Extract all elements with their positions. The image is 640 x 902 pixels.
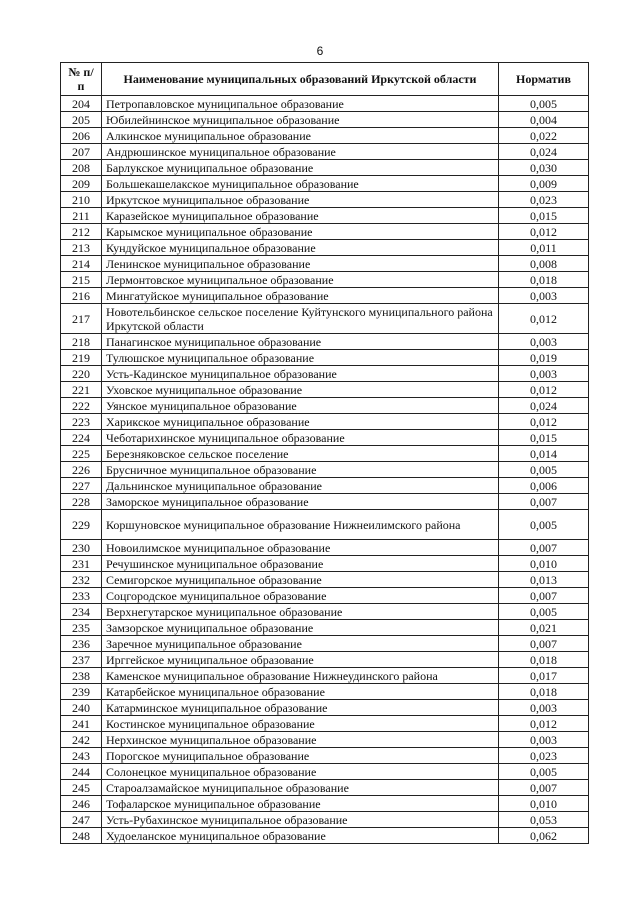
table-row: [61, 304, 589, 334]
row-number: 229: [61, 510, 102, 540]
row-norm: 0,023: [499, 192, 589, 208]
row-number: 231: [61, 556, 102, 572]
row-number: 242: [61, 732, 102, 748]
row-norm: 0,014: [499, 446, 589, 462]
table-row: [61, 112, 589, 128]
row-name: Солонецкое муниципальное образование: [102, 764, 499, 780]
table-row: [61, 494, 589, 510]
row-name: Худоеланское муниципальное образование: [102, 828, 499, 844]
row-name: Большекашелакское муниципальное образование: [102, 176, 499, 192]
row-name: Лермонтовское муниципальное образование: [102, 272, 499, 288]
row-number: 243: [61, 748, 102, 764]
row-number: 219: [61, 350, 102, 366]
row-name: Тофаларское муниципальное образование: [102, 796, 499, 812]
row-name: Каразейское муниципальное образование: [102, 208, 499, 224]
row-norm: 0,007: [499, 540, 589, 556]
row-number: 206: [61, 128, 102, 144]
row-name: Каменское муниципальное образование Нижнеудинского района: [102, 668, 499, 684]
row-name: Староалзамайское муниципальное образование: [102, 780, 499, 796]
row-number: 217: [61, 304, 102, 334]
row-number: 210: [61, 192, 102, 208]
table-row: [61, 684, 589, 700]
row-name: Ленинское муниципальное образование: [102, 256, 499, 272]
row-norm: 0,013: [499, 572, 589, 588]
row-number: 232: [61, 572, 102, 588]
row-norm: 0,007: [499, 588, 589, 604]
row-number: 247: [61, 812, 102, 828]
row-name: Заморское муниципальное образование: [102, 494, 499, 510]
page-number: 6: [316, 44, 324, 58]
row-number: 237: [61, 652, 102, 668]
table-row: [61, 604, 589, 620]
row-norm: 0,003: [499, 334, 589, 350]
row-number: 205: [61, 112, 102, 128]
header-num: № п/п: [61, 63, 102, 96]
row-norm: 0,015: [499, 430, 589, 446]
table-row: [61, 176, 589, 192]
row-name: Кундуйское муниципальное образование: [102, 240, 499, 256]
table-row: [61, 272, 589, 288]
row-norm: 0,011: [499, 240, 589, 256]
row-norm: 0,005: [499, 764, 589, 780]
row-norm: 0,030: [499, 160, 589, 176]
row-norm: 0,019: [499, 350, 589, 366]
table-row: [61, 556, 589, 572]
table-row: [61, 240, 589, 256]
table-row: [61, 796, 589, 812]
row-name: Катарбейское муниципальное образование: [102, 684, 499, 700]
row-norm: 0,005: [499, 96, 589, 112]
table-row: [61, 828, 589, 844]
row-name: Порогское муниципальное образование: [102, 748, 499, 764]
row-name: Уховское муниципальное образование: [102, 382, 499, 398]
row-number: 223: [61, 414, 102, 430]
table-row: [61, 652, 589, 668]
row-name: Заречное муниципальное образование: [102, 636, 499, 652]
row-name: Иркутское муниципальное образование: [102, 192, 499, 208]
table-row: [61, 398, 589, 414]
row-name: Чеботарихинское муниципальное образование: [102, 430, 499, 446]
row-norm: 0,003: [499, 732, 589, 748]
row-name: Юбилейнинское муниципальное образование: [102, 112, 499, 128]
row-norm: 0,012: [499, 382, 589, 398]
table-row: [61, 764, 589, 780]
row-norm: 0,012: [499, 224, 589, 240]
table-row: [61, 462, 589, 478]
table-row: [61, 732, 589, 748]
row-name: Харикское муниципальное образование: [102, 414, 499, 430]
row-number: 225: [61, 446, 102, 462]
row-number: 245: [61, 780, 102, 796]
table-row: [61, 780, 589, 796]
row-norm: 0,018: [499, 272, 589, 288]
row-number: 226: [61, 462, 102, 478]
row-number: 235: [61, 620, 102, 636]
table-row: [61, 588, 589, 604]
table-row: [61, 636, 589, 652]
row-name: Костинское муниципальное образование: [102, 716, 499, 732]
row-name: Уянское муниципальное образование: [102, 398, 499, 414]
row-name: Алкинское муниципальное образование: [102, 128, 499, 144]
row-name: Ирггейское муниципальное образование: [102, 652, 499, 668]
row-norm: 0,024: [499, 398, 589, 414]
table-row: [61, 288, 589, 304]
row-number: 222: [61, 398, 102, 414]
row-number: 213: [61, 240, 102, 256]
row-name: Усть-Кадинское муниципальное образование: [102, 366, 499, 382]
row-number: 207: [61, 144, 102, 160]
row-norm: 0,015: [499, 208, 589, 224]
row-name: Замзорское муниципальное образование: [102, 620, 499, 636]
table-row: [61, 256, 589, 272]
row-name: Брусничное муниципальное образование: [102, 462, 499, 478]
row-number: 230: [61, 540, 102, 556]
row-norm: 0,024: [499, 144, 589, 160]
row-norm: 0,005: [499, 510, 589, 540]
row-number: 238: [61, 668, 102, 684]
row-number: 220: [61, 366, 102, 382]
row-number: 211: [61, 208, 102, 224]
row-name: Семигорское муниципальное образование: [102, 572, 499, 588]
row-number: 212: [61, 224, 102, 240]
row-number: 234: [61, 604, 102, 620]
row-norm: 0,007: [499, 636, 589, 652]
row-norm: 0,008: [499, 256, 589, 272]
table-row: [61, 716, 589, 732]
table-row: [61, 334, 589, 350]
row-norm: 0,004: [499, 112, 589, 128]
table-row: [61, 748, 589, 764]
row-name: Мингатуйское муниципальное образование: [102, 288, 499, 304]
table-row: [61, 224, 589, 240]
row-name: Петропавловское муниципальное образование: [102, 96, 499, 112]
row-name: Усть-Рубахинское муниципальное образование: [102, 812, 499, 828]
row-name: Нерхинское муниципальное образование: [102, 732, 499, 748]
row-name: Панагинское муниципальное образование: [102, 334, 499, 350]
row-number: 239: [61, 684, 102, 700]
row-number: 204: [61, 96, 102, 112]
table-row: [61, 414, 589, 430]
row-number: 241: [61, 716, 102, 732]
row-name: Андрюшинское муниципальное образование: [102, 144, 499, 160]
table-row: [61, 350, 589, 366]
row-number: 209: [61, 176, 102, 192]
header-norm: Норматив: [499, 63, 589, 96]
row-norm: 0,023: [499, 748, 589, 764]
table-row: [61, 510, 589, 540]
row-name: Соцгородское муниципальное образование: [102, 588, 499, 604]
row-norm: 0,005: [499, 462, 589, 478]
row-name: Речушинское муниципальное образование: [102, 556, 499, 572]
table-row: [61, 366, 589, 382]
row-name: Коршуновское муниципальное образование Нижнеилимского района: [102, 510, 499, 540]
row-name: Карымское муниципальное образование: [102, 224, 499, 240]
row-name: Тулюшское муниципальное образование: [102, 350, 499, 366]
row-number: 248: [61, 828, 102, 844]
row-norm: 0,018: [499, 652, 589, 668]
table-row: [61, 96, 589, 112]
table-row: [61, 540, 589, 556]
row-name: Новотельбинское сельское поселение Куйтунского муниципального района Иркутской области: [102, 304, 499, 334]
row-name: Новоилимское муниципальное образование: [102, 540, 499, 556]
row-number: 240: [61, 700, 102, 716]
row-norm: 0,006: [499, 478, 589, 494]
table-row: [61, 700, 589, 716]
row-norm: 0,003: [499, 288, 589, 304]
table-body: [61, 96, 589, 844]
table-row: [61, 144, 589, 160]
table-row: [61, 430, 589, 446]
table-row: [61, 446, 589, 462]
row-number: 233: [61, 588, 102, 604]
table-header-row: [61, 63, 589, 96]
row-norm: 0,062: [499, 828, 589, 844]
row-norm: 0,022: [499, 128, 589, 144]
row-norm: 0,012: [499, 716, 589, 732]
row-number: 215: [61, 272, 102, 288]
row-number: 218: [61, 334, 102, 350]
row-norm: 0,007: [499, 780, 589, 796]
row-name: Верхнегутарское муниципальное образование: [102, 604, 499, 620]
table-row: [61, 208, 589, 224]
row-number: 246: [61, 796, 102, 812]
table-row: [61, 160, 589, 176]
row-norm: 0,005: [499, 604, 589, 620]
row-norm: 0,053: [499, 812, 589, 828]
row-number: 214: [61, 256, 102, 272]
row-norm: 0,021: [499, 620, 589, 636]
row-norm: 0,010: [499, 796, 589, 812]
row-name: Березняковское сельское поселение: [102, 446, 499, 462]
row-name: Дальнинское муниципальное образование: [102, 478, 499, 494]
row-norm: 0,003: [499, 366, 589, 382]
row-norm: 0,010: [499, 556, 589, 572]
row-norm: 0,017: [499, 668, 589, 684]
table-row: [61, 668, 589, 684]
header-name: Наименование муниципальных образований Иркутской области: [102, 63, 499, 96]
row-number: 208: [61, 160, 102, 176]
row-norm: 0,012: [499, 304, 589, 334]
row-number: 216: [61, 288, 102, 304]
row-norm: 0,012: [499, 414, 589, 430]
row-norm: 0,018: [499, 684, 589, 700]
table-row: [61, 192, 589, 208]
table-row: [61, 128, 589, 144]
row-number: 221: [61, 382, 102, 398]
row-number: 236: [61, 636, 102, 652]
row-number: 244: [61, 764, 102, 780]
table-row: [61, 812, 589, 828]
row-number: 224: [61, 430, 102, 446]
row-norm: 0,007: [499, 494, 589, 510]
row-norm: 0,003: [499, 700, 589, 716]
row-name: Катарминское муниципальное образование: [102, 700, 499, 716]
norms-table: [60, 62, 589, 844]
row-name: Барлукское муниципальное образование: [102, 160, 499, 176]
row-number: 228: [61, 494, 102, 510]
table-row: [61, 620, 589, 636]
table-row: [61, 382, 589, 398]
row-norm: 0,009: [499, 176, 589, 192]
table-row: [61, 572, 589, 588]
table-row: [61, 478, 589, 494]
row-number: 227: [61, 478, 102, 494]
